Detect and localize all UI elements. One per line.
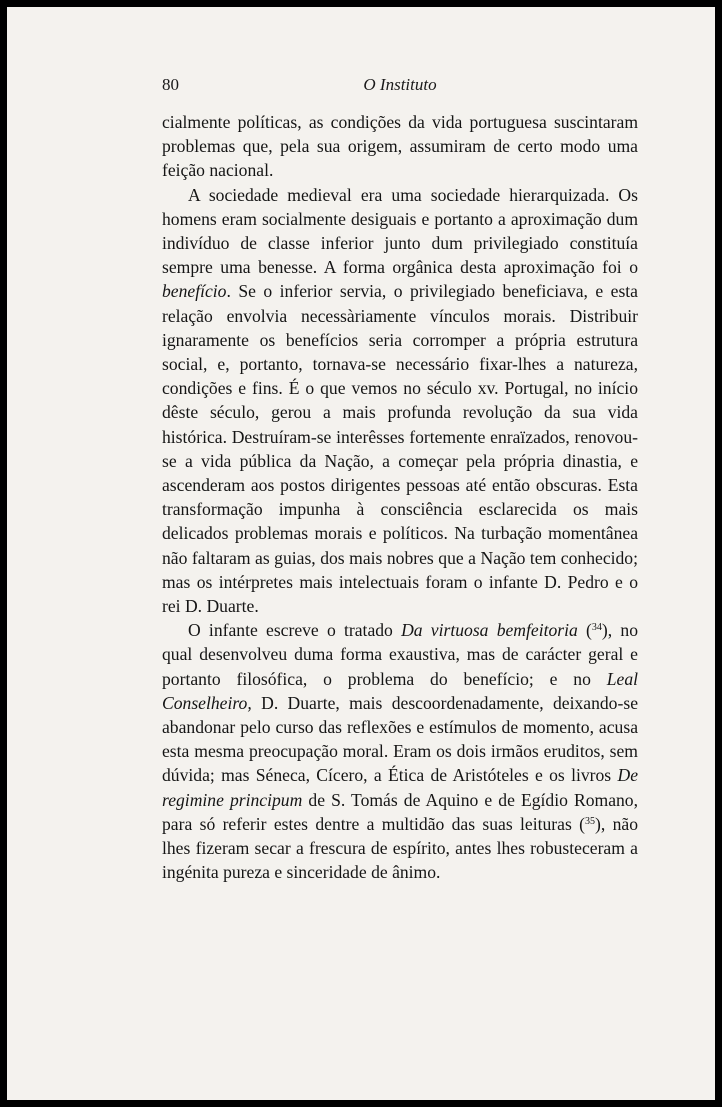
italic-text: De regimine principum [162, 765, 638, 810]
text-run: ), no qual desenvolveu duma forma exaustiva, mas de carácter geral e portanto filosófica, o problema do benefício; e no [162, 620, 638, 689]
page-header [162, 75, 638, 97]
paragraph [162, 110, 638, 183]
book-page [7, 7, 715, 1100]
text-run: D. Duarte, mais descoordenadamente, deixando-se abandonar pelo curso das reflexões e estímulos de momento, acusa esta mesma preocupação moral. Eram os dois irmãos eruditos, sem dúvida; mas Séneca, Cícero, a Ética de Aristóteles e os livros [162, 692, 638, 786]
text-run: O infante escreve o tratado [188, 620, 402, 641]
text-run: de S. Tomás de Aquino e de Egídio Romano, para só referir estes dentre a multidão das suas leituras ( [162, 789, 638, 834]
italic-text: benefício [162, 281, 227, 302]
text-run: ), não lhes fizeram secar a frescura de espírito, antes lhes robusteceram a ingénita pureza e sinceridade de ânimo. [162, 813, 638, 883]
text-run: cialmente políticas, as condições da vida portuguesa suscintaram problemas que, pela sua origem, assumiram de certo modo uma feição nacional. [162, 112, 638, 181]
footnote-ref: 35 [585, 815, 596, 827]
paragraph [162, 618, 638, 884]
text-run: A sociedade medieval era uma sociedade hierarquizada. Os homens eram socialmente desiguais e portanto a aproximação dum indivíduo de classe inferior junto dum privilegiado constituía sempre uma benesse. A forma orgânica desta aproximação foi o [162, 184, 638, 278]
text-run: . Se o inferior servia, o privilegiado beneficiava, e esta relação envolvia necessàriamente vínculos morais. Distribuir ignaramente os benefícios seria corromper a própria estrutura social, e, portanto, tornava-se necessário fixar-lhes a natureza, condições e fins. É o que vemos no século xv. Portugal, no início dêste século, gerou a mais profunda revolução da sua vida histórica. Destruíram-se interêsses fortemente enraïzados, renovou-se a vida pública da Nação, a começar pela própria dinastia, e ascenderam aos postos dirigentes pessoas até então obscuras. Esta transformação impunha à consciência esclarecida os mais delicados problemas morais e políticos. Na turbação momentânea não faltaram as guias, dos mais nobres que a Nação tem conhecido; mas os intérpretes mais intelectuais foram o infante D. Pedro e o rei D. Duarte. [162, 281, 638, 617]
running-head: O Instituto [363, 75, 437, 94]
italic-text: Da virtuosa bemfeitoria [401, 620, 578, 641]
italic-text: Leal Conselheiro, [162, 668, 638, 713]
body-text [162, 110, 638, 885]
page-number: 80 [162, 75, 179, 94]
text-run: ( [577, 620, 592, 641]
paragraph [162, 183, 638, 619]
footnote-ref: 34 [591, 622, 602, 634]
